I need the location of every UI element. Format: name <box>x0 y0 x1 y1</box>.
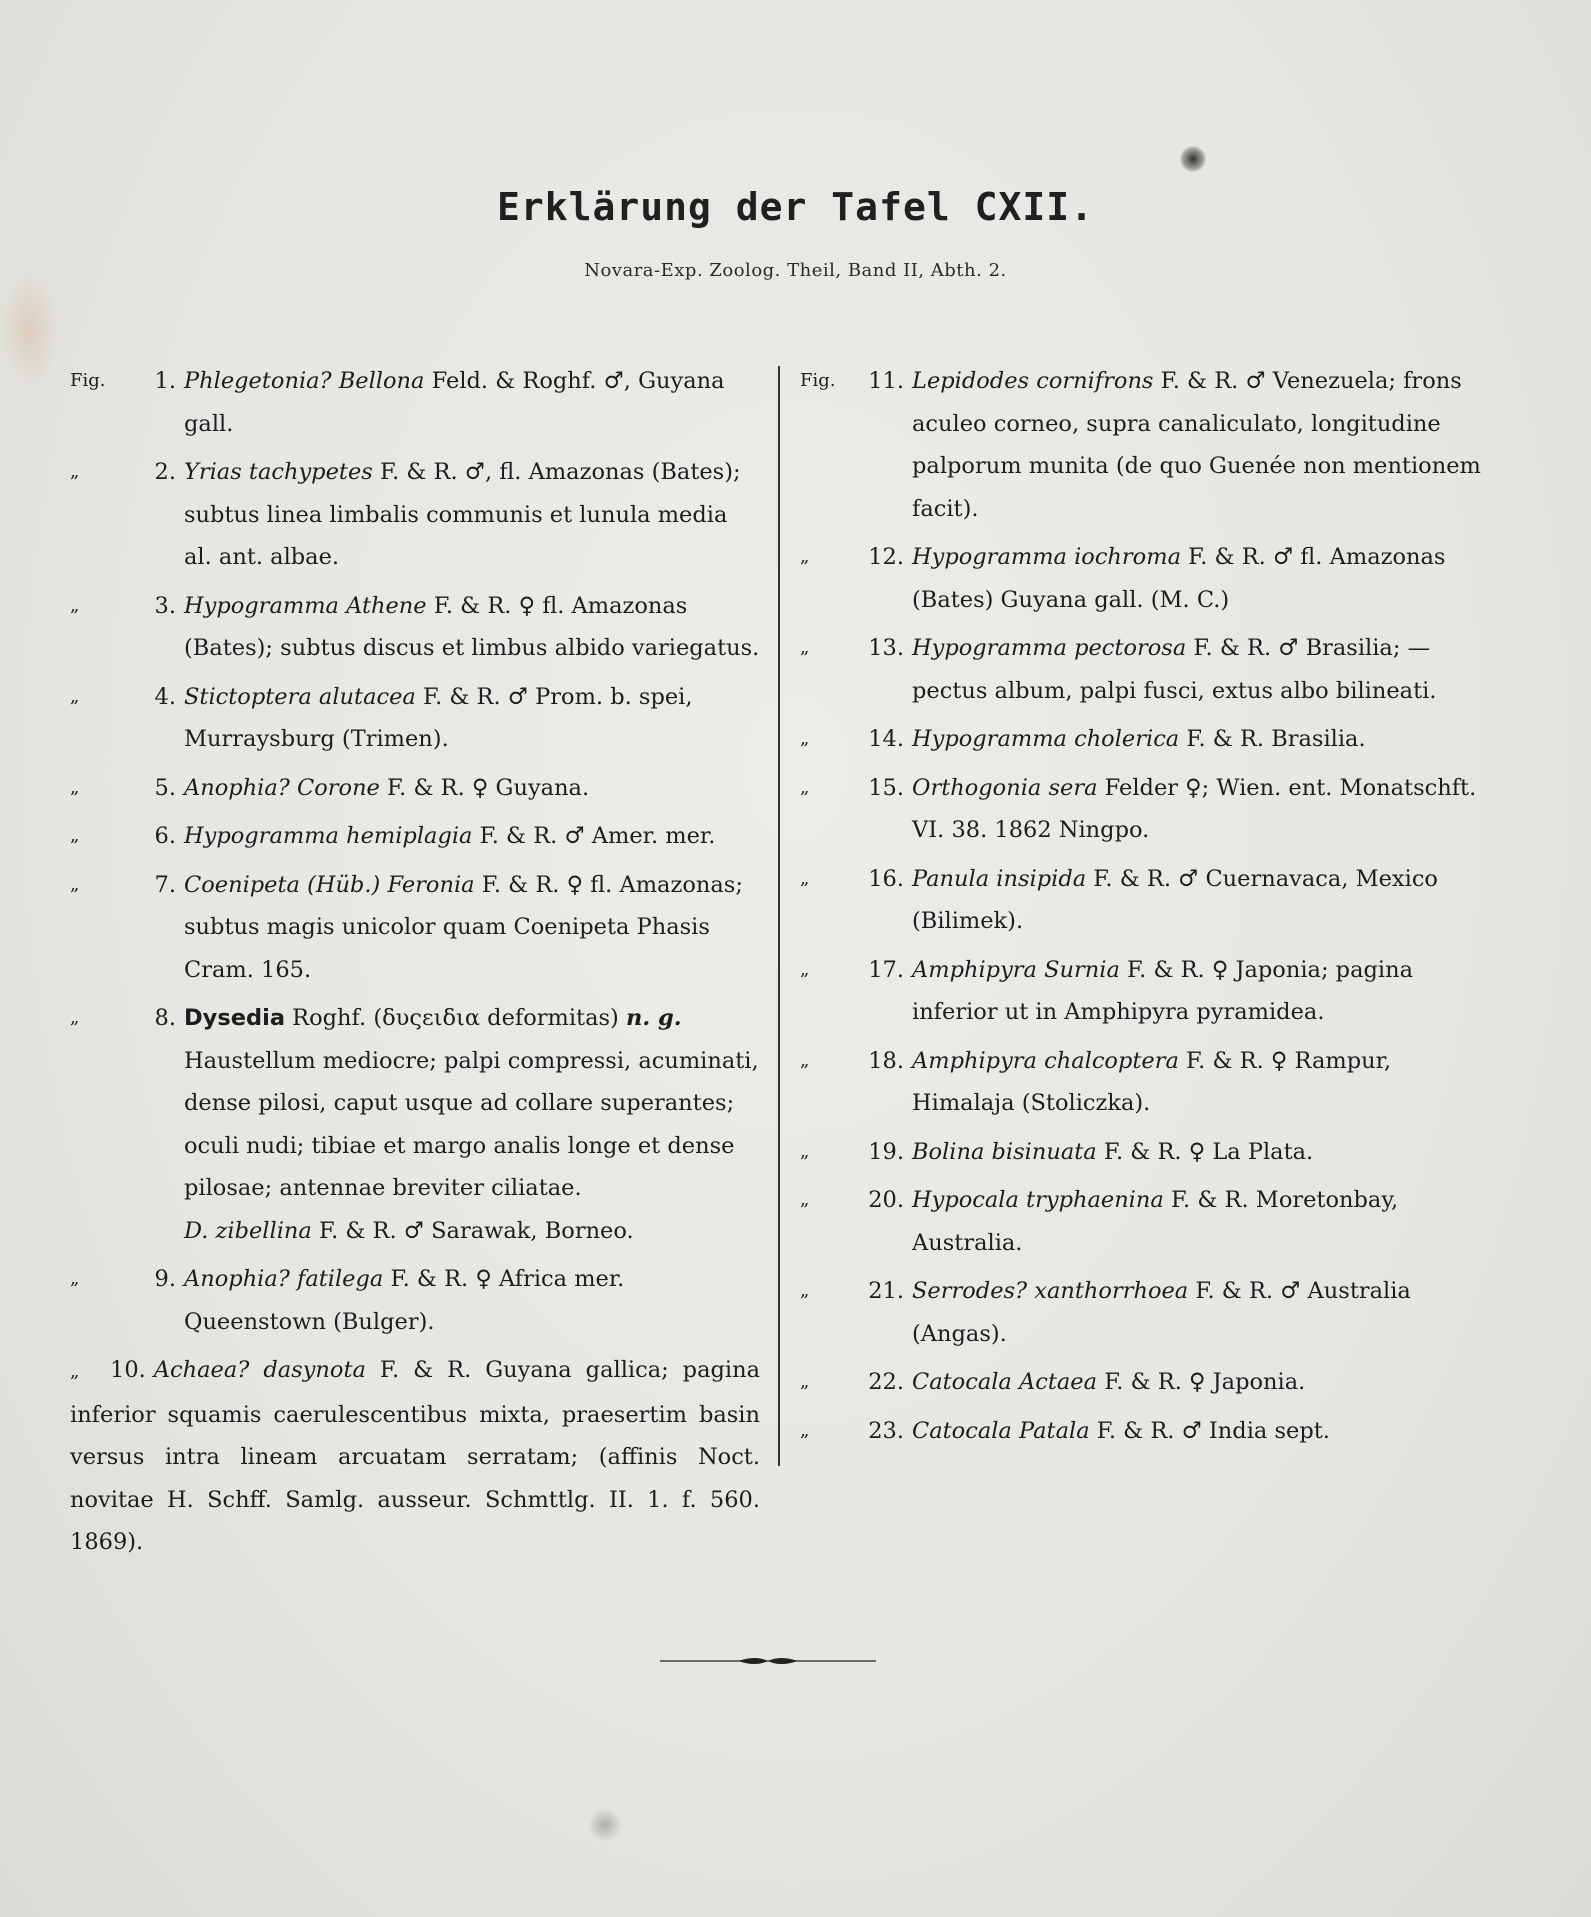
entry-number: 23. <box>868 1417 904 1444</box>
entry-number: 6. <box>154 823 176 849</box>
species-name: Catocala Actaea <box>912 1369 1098 1395</box>
entry-prefix: Fig. <box>800 370 836 391</box>
entry-description: F. & R. ♂ Venezuela; frons aculeo corneo, supra canaliculato, longitudine palporum munita (de quo Guenée non mentionem facit). <box>912 368 1481 522</box>
figure-entry <box>800 767 1490 852</box>
entry-number: 21. <box>868 1278 904 1304</box>
entry-description: Felder ♀; Wien. ent. Monatschft. VI. 38. 1862 Ningpo. <box>912 774 1477 843</box>
species-name: Serrodes? xanthorrhoea <box>912 1278 1189 1304</box>
entry-text <box>184 360 760 445</box>
ditto-mark: „ <box>800 1140 810 1162</box>
ornament-rule <box>660 1654 876 1668</box>
species-name: Anophia? Corone <box>184 774 380 801</box>
entry-text <box>184 815 760 858</box>
genus-name: Dysedia <box>184 1005 285 1031</box>
ditto-mark: „ <box>70 825 80 846</box>
entry-number: 9. <box>154 1266 176 1292</box>
entry-number: 16. <box>868 865 904 892</box>
entry-text <box>184 1258 760 1343</box>
faded-spot <box>0 270 60 390</box>
figure-entry <box>800 718 1490 761</box>
figure-entry <box>800 1410 1490 1453</box>
entry-description: Roghf. (δυςειδια deformitas) <box>285 1005 626 1031</box>
entry-description: F. & R. ♂ fl. Amazonas (Bates) Guyana gall. (M. C.) <box>912 544 1446 613</box>
entry-description: F. & R. ♂ Sarawak, Borneo. <box>311 1217 634 1244</box>
entry-description: F. & R. ♂ Cuernavaca, Mexico (Bilimek). <box>912 865 1438 934</box>
species-name: D. zibellina <box>184 1217 312 1244</box>
entry-text <box>184 676 760 761</box>
figure-entry <box>70 997 760 1210</box>
species-name: Panula insipida <box>912 865 1087 892</box>
entry-number: 14. <box>868 726 904 752</box>
ditto-mark: „ <box>70 873 80 895</box>
species-name: Anophia? fatilega <box>184 1266 384 1292</box>
entry-description: F. & R. ♂ India sept. <box>1089 1417 1330 1444</box>
species-name: Amphipyra chalcoptera <box>912 1047 1179 1074</box>
entry-number: 22. <box>868 1369 904 1395</box>
entry-text <box>912 767 1490 852</box>
entry-number: 15. <box>868 774 904 801</box>
entry-text <box>184 451 760 579</box>
figure-entry <box>800 627 1490 712</box>
column-divider <box>778 366 780 1466</box>
entry-text <box>912 627 1490 712</box>
entry-number: 10. <box>110 1357 146 1383</box>
entry-text <box>184 864 760 992</box>
entry-prefix: Fig. <box>70 370 106 391</box>
entry-number: 5. <box>154 774 176 801</box>
entry-description: F. & R. ♂ Amer. mer. <box>472 823 716 849</box>
figure-entry <box>70 1349 760 1564</box>
entry-number: 2. <box>154 459 176 485</box>
entry-number: 20. <box>868 1187 904 1213</box>
ditto-mark: „ <box>800 776 810 798</box>
species-name: Amphipyra Surnia <box>912 956 1120 983</box>
ditto-mark: „ <box>800 728 810 749</box>
entry-text <box>912 1179 1490 1264</box>
figure-entry <box>800 1179 1490 1264</box>
entry-text <box>912 1131 1490 1174</box>
entry-number: 1. <box>154 368 176 394</box>
figure-entry <box>70 1258 760 1343</box>
entry-description: F. & R. ♀ Rampur, Himalaja (Stoliczka). <box>912 1047 1392 1116</box>
ditto-mark: „ <box>800 637 810 658</box>
figure-entry <box>800 1040 1490 1125</box>
genus-diagnosis: Haustellum mediocre; palpi compressi, acuminati, dense pilosi, caput usque ad collare superantes; oculi nudi; tibiae et margo analis longe et dense pilosae; antennae breviter ciliatae. <box>184 1047 759 1201</box>
entry-description: F. & R. ♀ Japonia. <box>1097 1369 1306 1395</box>
entry-number: 8. <box>154 1005 176 1031</box>
entry-text <box>184 585 760 670</box>
species-name: Hypogramma cholerica <box>912 726 1180 752</box>
page-subtitle: Novara-Exp. Zoolog. Theil, Band II, Abth. 2. <box>584 260 1007 281</box>
species-name: Hypogramma hemiplagia <box>184 823 473 849</box>
figure-entry <box>70 451 760 579</box>
figure-entry <box>70 767 760 810</box>
species-name: Hypocala tryphaenina <box>912 1187 1164 1213</box>
left-column <box>70 360 760 1564</box>
entry-text <box>912 1270 1490 1355</box>
ditto-mark: „ <box>800 1371 810 1392</box>
entry-number: 12. <box>868 544 904 570</box>
entry-text <box>912 718 1490 761</box>
ditto-mark: „ <box>70 1361 80 1382</box>
ditto-mark: „ <box>800 867 810 889</box>
ditto-mark: „ <box>800 1280 810 1301</box>
figure-entry <box>800 858 1490 943</box>
figure-entry <box>800 536 1490 621</box>
entry-number: 17. <box>868 956 904 983</box>
entry-description: F. & R. ♀ Guyana. <box>379 774 590 801</box>
ink-spot <box>1180 146 1206 172</box>
entry-description: F. & R. ♂ Prom. b. spei, Murraysburg (Trimen). <box>184 683 693 752</box>
entry-text <box>912 1040 1490 1125</box>
entry-number: 4. <box>154 683 176 710</box>
figure-entry <box>70 815 760 858</box>
entry-description: F. & R. ♂ Brasilia; — pectus album, palpi fusci, extus albo bilineati. <box>912 635 1437 704</box>
species-name: Bolina bisinuata <box>912 1138 1097 1165</box>
figure-entry <box>70 360 760 445</box>
species-name: Hypogramma pectorosa <box>912 635 1187 661</box>
species-name: Catocala Patala <box>912 1417 1090 1444</box>
entry-text <box>912 949 1490 1034</box>
entry-text <box>184 767 760 810</box>
entry-description: F. & R. Brasilia. <box>1179 726 1366 752</box>
species-name: Lepidodes cornifrons <box>912 368 1154 394</box>
entry-description: F. & R. ♀ fl. Amazonas (Bates); subtus discus et limbus albido variegatus. <box>184 592 760 661</box>
entry-text <box>912 536 1490 621</box>
entry-number: 13. <box>868 635 904 661</box>
entry-description: F. & R. ♀ Africa mer. Queenstown (Bulger). <box>184 1266 625 1335</box>
species-name: Coenipeta (Hüb.) Feronia <box>184 871 475 898</box>
ditto-mark: „ <box>70 1007 80 1028</box>
entry-description: F. & R. ♀ fl. Amazonas; subtus magis unicolor quam Coenipeta Phasis Cram. 165. <box>184 871 743 983</box>
ditto-mark: „ <box>70 461 80 482</box>
ditto-mark: „ <box>70 594 80 616</box>
species-name: Orthogonia sera <box>912 774 1098 801</box>
figure-entry <box>70 676 760 761</box>
figure-entry <box>800 949 1490 1034</box>
ditto-mark: „ <box>800 546 810 567</box>
entry-number: 3. <box>154 592 176 619</box>
entry-description: F. & R. ♂ Australia (Angas). <box>912 1278 1411 1347</box>
ditto-mark: „ <box>70 685 80 707</box>
species-name: Achaea? dasynota <box>153 1357 366 1383</box>
figure-entry <box>70 585 760 670</box>
ditto-mark: „ <box>800 1049 810 1071</box>
figure-entry <box>800 360 1490 530</box>
entry-text <box>912 1361 1490 1404</box>
entry-number: 18. <box>868 1047 904 1074</box>
entry-description: F. & R. ♀ Japonia; pagina inferior ut in Amphipyra pyramidea. <box>912 956 1414 1025</box>
ditto-mark: „ <box>800 958 810 980</box>
entry-number: 19. <box>868 1138 904 1165</box>
species-name: Hypogramma iochroma <box>912 544 1181 570</box>
entry-text <box>184 997 760 1210</box>
entry-text <box>912 1410 1490 1453</box>
figure-entry <box>800 1131 1490 1174</box>
entry-description: Feld. & Roghf. ♂, Guyana gall. <box>184 368 725 437</box>
entry-text <box>184 1210 760 1253</box>
entry-text <box>912 360 1490 530</box>
new-genus-mark: n. g. <box>625 1005 682 1031</box>
entry-description: F. & R. Moretonbay, Australia. <box>912 1187 1399 1256</box>
entry-number: 11. <box>868 368 904 394</box>
entry-description: F. & R. ♀ La Plata. <box>1096 1138 1314 1165</box>
entry-text <box>912 858 1490 943</box>
species-name: Hypogramma Athene <box>184 592 427 619</box>
ditto-mark: „ <box>800 1419 810 1441</box>
figure-entry <box>800 1361 1490 1404</box>
faded-spot <box>588 1808 622 1842</box>
ditto-mark: „ <box>70 1268 80 1289</box>
figure-entry <box>800 1270 1490 1355</box>
right-column <box>800 360 1490 1452</box>
species-name: Stictoptera alutacea <box>184 683 416 710</box>
entry-description: F. & R. Guyana gallica; pagina inferior squamis caerulescentibus mixta, praesertim basin versus intra lineam arcuatam serratam; (affinis Noct. novitae H. Schff. Samlg. ausseur. Schmttlg. II. 1. f. 560. 1869). <box>70 1357 760 1555</box>
ditto-mark: „ <box>800 1189 810 1210</box>
entry-number: 7. <box>154 871 176 898</box>
entry-description: F. & R. ♂, fl. Amazonas (Bates); subtus linea limbalis communis et lunula media al. ant. albae. <box>184 459 741 570</box>
species-name: Yrias tachypetes <box>184 459 373 485</box>
page-title: Erklärung der Tafel CXII. <box>497 185 1094 230</box>
figure-entry <box>70 1210 760 1253</box>
figure-entry <box>70 864 760 992</box>
ditto-mark: „ <box>70 776 80 798</box>
species-name: Phlegetonia? Bellona <box>184 368 425 394</box>
